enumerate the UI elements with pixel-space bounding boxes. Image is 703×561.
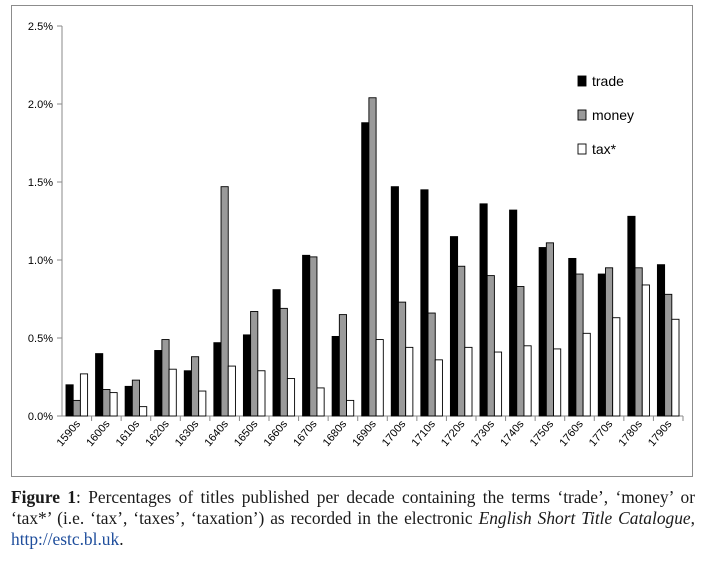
chart-frame (11, 5, 693, 477)
x-tick-label: 1790s (646, 418, 675, 449)
bar-money-1730s (487, 276, 494, 416)
bar-money-1630s (191, 357, 198, 416)
x-tick-label: 1620s (143, 418, 172, 449)
x-tick-label: 1720s (439, 418, 468, 449)
bar-money-1650s (251, 311, 258, 416)
x-tick-label: 1630s (172, 418, 202, 449)
bar-tax-1640s (228, 366, 235, 416)
bar-trade-1780s (628, 216, 635, 416)
bar-trade-1670s (303, 255, 310, 416)
bar-trade-1710s (421, 190, 428, 416)
bar-tax-1670s (317, 388, 324, 416)
bar-trade-1590s (66, 385, 73, 416)
bar-money-1790s (665, 294, 672, 416)
bar-money-1640s (221, 187, 228, 416)
y-tick-label: 2.5% (27, 21, 53, 33)
x-tick-label: 1680s (320, 418, 350, 449)
bar-trade-1700s (391, 187, 398, 416)
bar-trade-1690s (362, 123, 369, 416)
figure-label: Figure 1 (11, 487, 77, 507)
bar-money-1710s (428, 313, 435, 416)
y-tick-label: 0.0% (27, 411, 53, 423)
bar-tax-1600s (110, 393, 117, 416)
bar-tax-1620s (169, 369, 176, 416)
x-tick-label: 1770s (586, 418, 616, 449)
y-tick-label: 0.5% (27, 333, 53, 345)
x-tick-label: 1590s (54, 418, 84, 449)
bar-trade-1620s (155, 350, 162, 416)
bar-money-1610s (132, 380, 139, 416)
legend-swatch-tax (578, 144, 586, 154)
x-tick-label: 1650s (232, 418, 261, 449)
bar-trade-1650s (243, 335, 250, 416)
bar-trade-1720s (450, 237, 457, 416)
bar-tax-1740s (524, 346, 531, 416)
bar-trade-1750s (539, 248, 546, 416)
x-tick-label: 1640s (202, 418, 231, 449)
bar-trade-1760s (569, 258, 576, 416)
bar-money-1760s (576, 274, 583, 416)
bar-money-1770s (605, 268, 612, 416)
bar-money-1600s (103, 389, 110, 416)
legend-label-tax: tax* (592, 141, 617, 157)
bar-tax-1630s (199, 391, 206, 416)
caption-link[interactable]: http://estc.bl.uk (11, 529, 120, 549)
bar-tax-1780s (642, 285, 649, 416)
bar-money-1700s (398, 302, 405, 416)
caption-text: : Percentages of titles published per decade containing the terms ‘trade’, ‘money’ or ‘tax*’ (i.e. ‘tax’, ‘taxes’, ‘taxation’) as recorded in the electronic (11, 487, 695, 528)
bar-tax-1790s (672, 319, 679, 416)
x-tick-label: 1730s (468, 418, 498, 449)
bar-tax-1590s (80, 374, 87, 416)
bar-tax-1680s (347, 400, 354, 416)
bar-trade-1660s (273, 290, 280, 416)
bar-tax-1760s (583, 333, 590, 416)
x-tick-label: 1600s (84, 418, 113, 449)
x-tick-label: 1710s (409, 418, 438, 449)
bar-money-1780s (635, 268, 642, 416)
x-tick-label: 1740s (498, 418, 527, 449)
bar-trade-1610s (125, 386, 132, 416)
bar-money-1750s (546, 243, 553, 416)
bar-money-1660s (280, 308, 287, 416)
bar-tax-1710s (435, 360, 442, 416)
bar-trade-1600s (96, 354, 103, 416)
legend-swatch-money (578, 110, 586, 120)
bar-trade-1680s (332, 336, 339, 416)
figure-caption (11, 487, 695, 550)
y-tick-label: 1.5% (27, 177, 53, 189)
bar-money-1670s (310, 257, 317, 416)
bar-money-1690s (369, 98, 376, 416)
bar-chart (12, 6, 694, 478)
x-tick-label: 1690s (350, 418, 379, 449)
y-tick-label: 1.0% (27, 255, 53, 267)
bar-trade-1790s (657, 265, 664, 416)
bar-tax-1690s (376, 340, 383, 416)
bar-money-1740s (517, 287, 524, 416)
bar-money-1720s (458, 266, 465, 416)
bar-tax-1660s (287, 379, 294, 416)
bar-money-1680s (339, 315, 346, 416)
bar-tax-1610s (140, 407, 147, 416)
bar-money-1620s (162, 340, 169, 416)
caption-separator: , (690, 508, 695, 528)
x-tick-label: 1780s (616, 418, 645, 449)
bar-tax-1770s (613, 318, 620, 416)
bar-tax-1750s (554, 349, 561, 416)
x-tick-label: 1750s (527, 418, 557, 449)
bar-trade-1630s (184, 371, 191, 416)
x-tick-label: 1660s (261, 418, 291, 449)
y-tick-label: 2.0% (27, 99, 53, 111)
x-tick-label: 1670s (291, 418, 320, 449)
legend-swatch-trade (578, 76, 586, 86)
x-tick-label: 1610s (113, 418, 143, 449)
legend-label-trade: trade (592, 73, 624, 89)
caption-catalogue-title: English Short Title Catalogue (478, 508, 691, 528)
x-tick-label: 1700s (379, 418, 409, 449)
x-tick-label: 1760s (557, 418, 586, 449)
bar-money-1590s (73, 400, 80, 416)
bar-trade-1730s (480, 204, 487, 416)
caption-period: . (119, 529, 124, 549)
bar-tax-1720s (465, 347, 472, 416)
bar-trade-1640s (214, 343, 221, 416)
legend-label-money: money (592, 107, 635, 123)
bar-trade-1740s (510, 210, 517, 416)
bar-trade-1770s (598, 274, 605, 416)
bar-tax-1650s (258, 371, 265, 416)
bar-tax-1730s (494, 352, 501, 416)
bar-tax-1700s (406, 347, 413, 416)
